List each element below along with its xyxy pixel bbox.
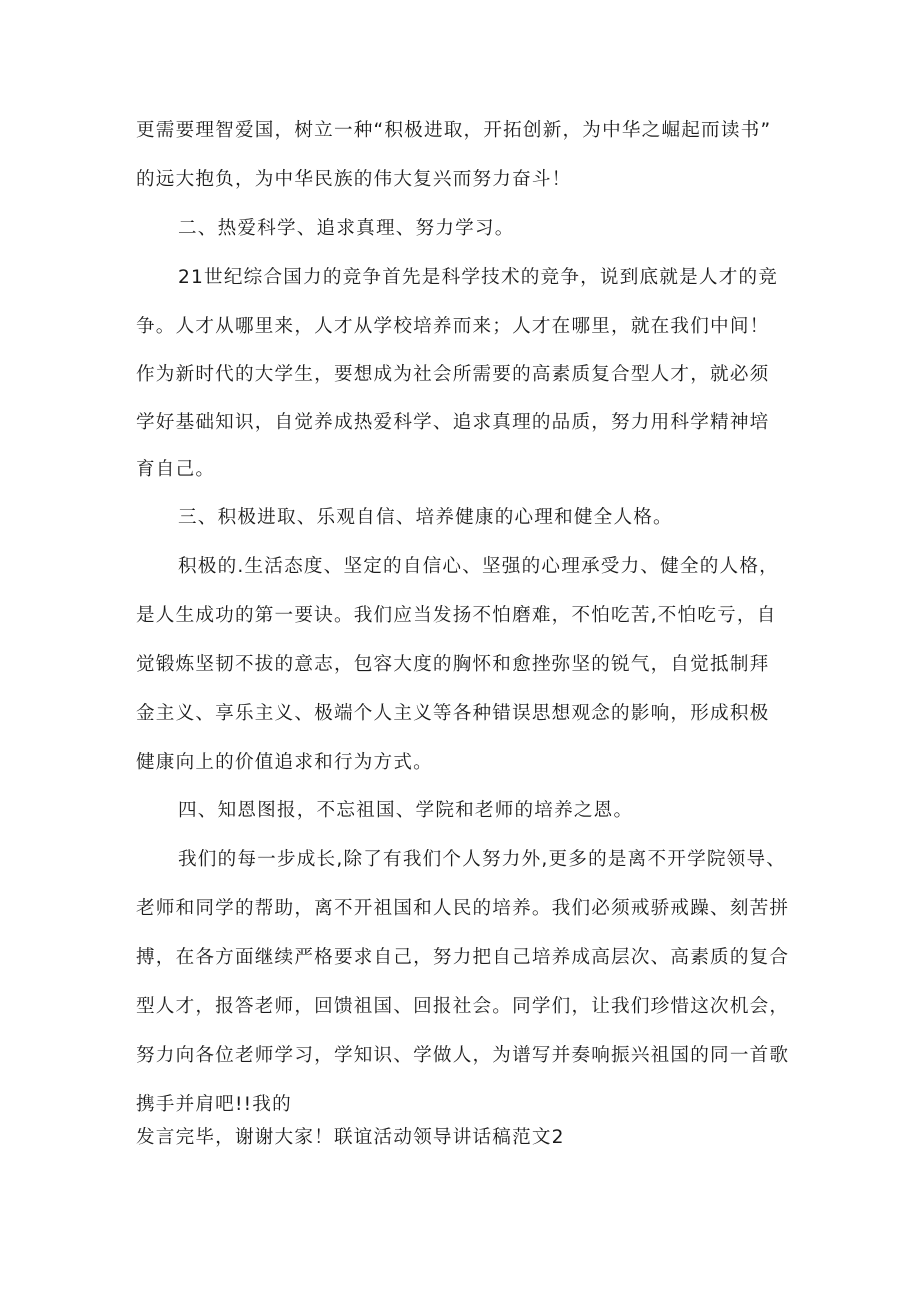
text-line: 携手并肩吧!!我的 (136, 1094, 292, 1115)
section-heading: 三、积极进取、乐观自信、培养健康的心理和健全人格。 (178, 507, 673, 528)
text-line: 的远大抱负，为中华民族的伟大复兴而努力奋斗！ (136, 169, 572, 190)
text-line: 学好基础知识，自觉养成热爱科学、追求真理的品质，努力用科学精神培 (136, 412, 770, 433)
section-heading: 四、知恩图报，不忘祖国、学院和老师的培养之恩。 (178, 800, 634, 821)
text-line: 型人才，报答老师，回馈祖国、回报社会。同学们，让我们珍惜这次机会， (136, 996, 790, 1017)
section-heading: 二、热爱科学、追求真理、努力学习。 (178, 218, 515, 239)
text-line: 努力向各位老师学习，学知识、学做人，为谱写并奏响振兴祖国的同一首歌 (136, 1045, 790, 1066)
text-line: 更需要理智爱国，树立一种“积极进取，开拓创新，为中华之崛起而读书” (136, 120, 772, 141)
text-line: 作为新时代的大学生，要想成为社会所需要的高素质复合型人才，就必须 (136, 364, 770, 385)
text-line: 21世纪综合国力的竞争首先是科学技术的竞争，说到底就是人才的竞 (178, 267, 779, 288)
text-line: 育自己。 (136, 459, 216, 480)
text-line: 搏，在各方面继续严格要求自己，努力把自己培养成高层次、高素质的复合 (136, 947, 790, 968)
text-line: 金主义、享乐主义、极端个人主义等各种错误思想观念的影响，形成积极 (136, 703, 770, 724)
text-line: 老师和同学的帮助，离不开祖国和人民的培养。我们必须戒骄戒躁、刻苦拼 (136, 898, 790, 919)
text-line: 是人生成功的第一要诀。我们应当发扬不怕磨难，不怕吃苦,不怕吃亏，自 (136, 605, 777, 626)
text-line: 发言完毕，谢谢大家！联谊活动领导讲话稿范文2 (136, 1127, 565, 1148)
text-line: 积极的.生活态度、坚定的自信心、坚强的心理承受力、健全的人格， (178, 556, 779, 577)
text-line: 争。人才从哪里来，人才从学校培养而来；人才在哪里，就在我们中间！ (136, 316, 770, 337)
text-line: 我们的每一步成长,除了有我们个人努力外,更多的是离不开学院领导、 (178, 849, 787, 870)
text-line: 觉锻炼坚韧不拔的意志，包容大度的胸怀和愈挫弥坚的锐气，自觉抵制拜 (136, 654, 770, 675)
text-line: 健康向上的价值追求和行为方式。 (136, 752, 433, 773)
